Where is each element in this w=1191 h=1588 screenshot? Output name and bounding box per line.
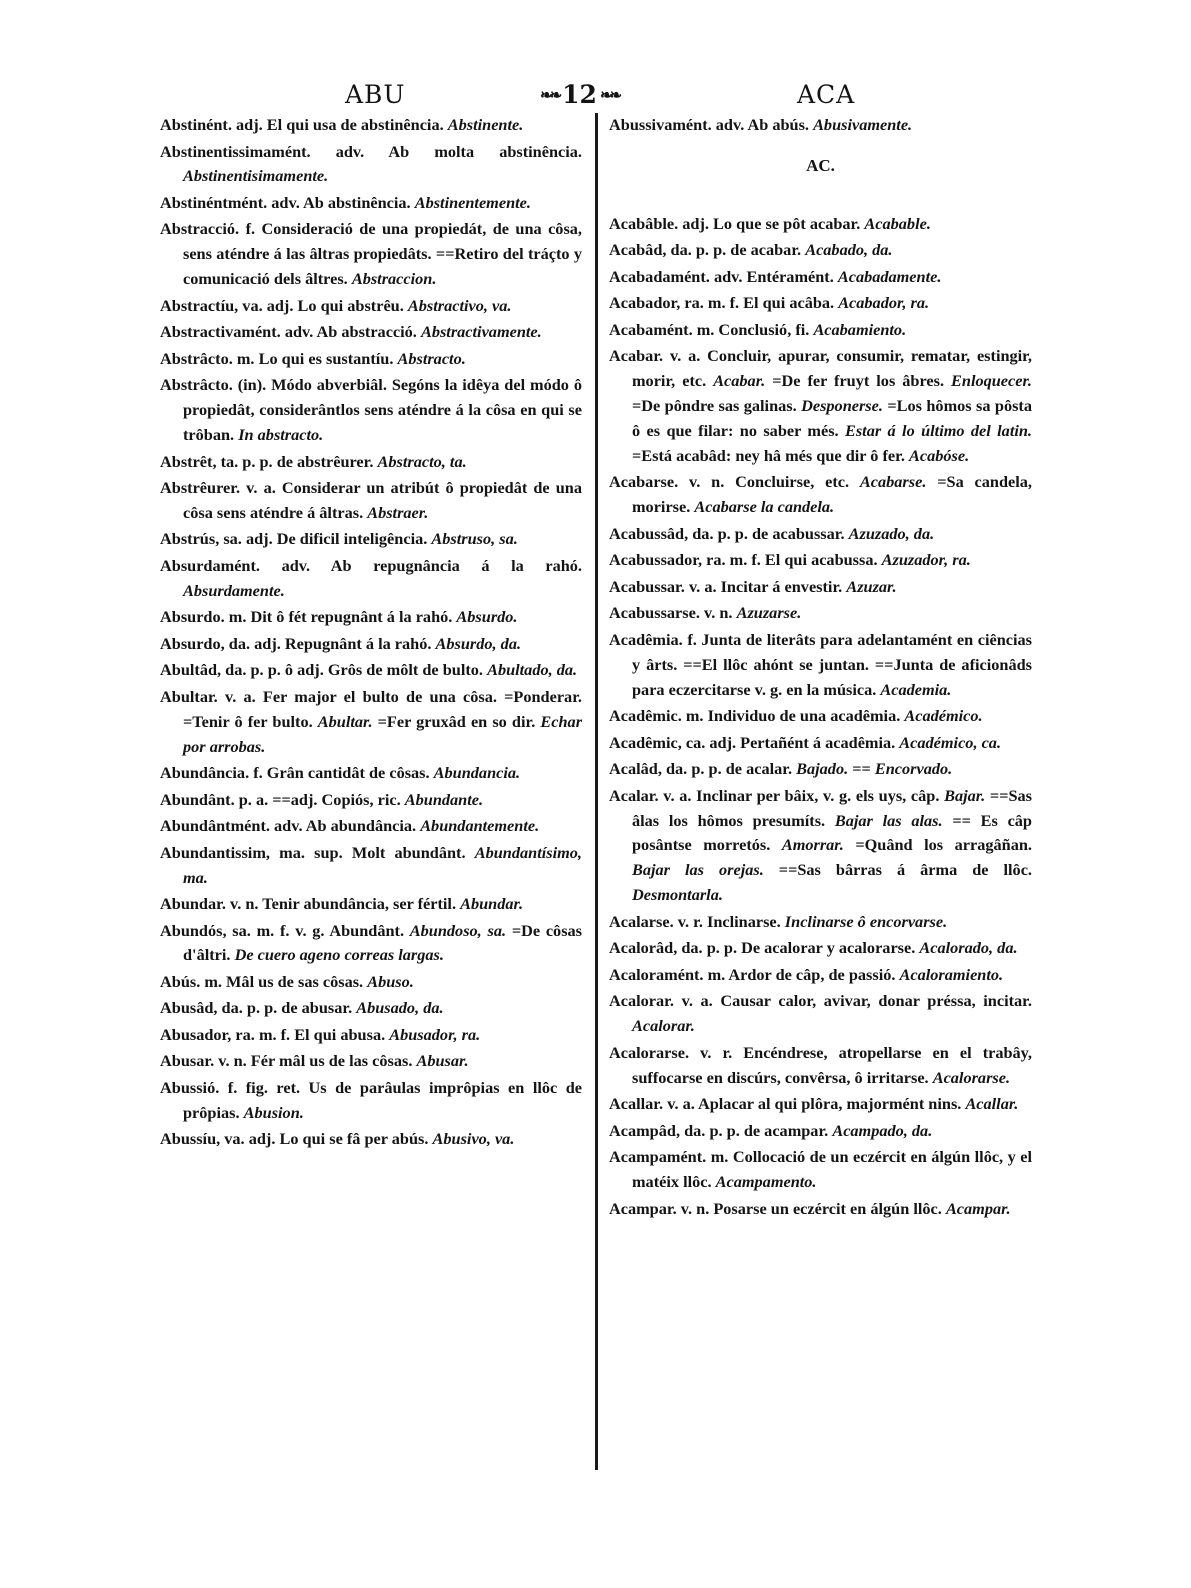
entry-lemma: Abundar. bbox=[160, 894, 226, 914]
dictionary-entry bbox=[609, 1119, 1032, 1144]
entry-lemma: Abstractíu, va. bbox=[160, 295, 263, 315]
dictionary-entry bbox=[160, 892, 582, 917]
dictionary-entry bbox=[160, 140, 582, 190]
dictionary-entry bbox=[160, 191, 582, 216]
entry-definition: adv. Ab abstracció. bbox=[284, 322, 417, 342]
right-column bbox=[609, 113, 1032, 1223]
entry-definition: v. r. Inclinarse. bbox=[677, 911, 781, 931]
entry-definition: p. p. de acabar. bbox=[695, 240, 802, 260]
dictionary-entry bbox=[609, 265, 1032, 290]
entry-extra-equivalent: Acabóse. bbox=[909, 445, 970, 465]
entry-lemma: Acabâd, da. bbox=[609, 240, 692, 260]
entry-castilian-equivalent: Abundoso, sa. bbox=[409, 920, 507, 940]
entry-castilian-equivalent: Inclinarse ô encorvarse. bbox=[784, 911, 948, 931]
entry-lemma: Abusador, ra. bbox=[160, 1024, 255, 1044]
entry-extra-definition: =Quând los arragâñan. bbox=[855, 835, 1032, 855]
entry-lemma: Abundância. bbox=[160, 763, 250, 783]
entry-definition: p. p. ô adj. Grôs de môlt de bulto. bbox=[250, 660, 483, 680]
dictionary-entry bbox=[160, 554, 582, 604]
entry-extra-equivalent: Bajar las alas. bbox=[834, 810, 943, 830]
entry-definition: m. Conclusió, fi. bbox=[696, 319, 810, 339]
running-head-left: ABU bbox=[345, 80, 406, 109]
dictionary-entry bbox=[609, 628, 1032, 703]
dictionary-entry bbox=[160, 476, 582, 526]
entry-definition: p. p. De acalorar y acalorarse. bbox=[706, 938, 916, 958]
entry-castilian-equivalent: Azuzar. bbox=[846, 576, 897, 596]
entry-definition: adv. Ab repugnância á la rahó. bbox=[281, 555, 582, 575]
entry-lemma: Abussíu, va. bbox=[160, 1129, 245, 1149]
entry-definition: adj. De dificil inteligência. bbox=[245, 529, 428, 549]
entry-lemma: Abstinentissimamént. bbox=[160, 141, 311, 161]
dictionary-entry bbox=[609, 601, 1032, 626]
dictionary-entry bbox=[609, 989, 1032, 1039]
entry-castilian-equivalent: Abultar. bbox=[317, 711, 373, 731]
entry-lemma: Acadêmia. bbox=[609, 629, 683, 649]
entry-definition: adj. El qui usa de abstinência. bbox=[236, 115, 444, 134]
entry-definition: v. a. Causar calor, avivar, donar préssa, incitar. bbox=[681, 991, 1032, 1011]
dictionary-entry bbox=[160, 605, 582, 630]
dictionary-entry bbox=[160, 970, 582, 995]
entry-extra-equivalent: Estar á lo último del latin. bbox=[844, 421, 1032, 441]
dictionary-entry bbox=[160, 685, 582, 760]
entry-definition: adv. Ab abstinência. bbox=[271, 192, 411, 212]
dictionary-entry bbox=[160, 1049, 582, 1074]
entry-castilian-equivalent: Abstraer. bbox=[367, 502, 429, 522]
entry-definition: adv. Ab abundância. bbox=[274, 816, 417, 836]
entry-definition: p. p. de abstrêurer. bbox=[242, 451, 374, 471]
entry-lemma: Abultâd, da. bbox=[160, 660, 247, 680]
right-column-top-entries bbox=[609, 113, 1032, 138]
entry-lemma: Abundântmént. bbox=[160, 816, 270, 836]
entry-definition: m. Individuo de una acadêmia. bbox=[685, 706, 901, 726]
dictionary-entry bbox=[609, 936, 1032, 961]
entry-extra-definition: =De fer fruyt los âbres. bbox=[772, 371, 945, 391]
entry-extra-definition: =Los hômos sa pôsta ô es que filar: no saber més. bbox=[632, 396, 1032, 441]
entry-lemma: Abstinént. bbox=[160, 115, 232, 134]
entry-definition: v. a. Inclinar per bâix, v. g. els uys, câp. bbox=[663, 785, 940, 805]
entry-lemma: Acampâd, da. bbox=[609, 1120, 706, 1140]
entry-extra-definition: =Sa candela, morirse. bbox=[632, 472, 1032, 517]
entry-definition: Módo abverbiâl. Segóns la idêya del módo ô propiedât, considerântlos sens aténdre á la côsa en qui se trôban. bbox=[183, 375, 582, 445]
entry-lemma: Abstrêurer. bbox=[160, 478, 241, 498]
entry-definition: m. f. El qui acabussa. bbox=[729, 550, 878, 570]
entry-definition: adv. Ab abús. bbox=[715, 115, 809, 134]
dictionary-entry bbox=[160, 320, 582, 345]
entry-definition: v. n. Posarse un eczércit en álgún llôc. bbox=[680, 1198, 942, 1218]
dictionary-entry bbox=[609, 113, 1032, 138]
entry-castilian-equivalent: Abstractivo, va. bbox=[407, 295, 512, 315]
entry-lemma: Acadêmic. bbox=[609, 706, 682, 726]
entry-lemma: Absurdamént. bbox=[160, 555, 260, 575]
entry-lemma: Acalorar. bbox=[609, 991, 674, 1011]
dictionary-entry bbox=[160, 217, 582, 292]
entry-castilian-equivalent: Abusion. bbox=[243, 1102, 304, 1122]
entry-definition: v. n. Fér mâl us de las côsas. bbox=[218, 1051, 413, 1071]
entry-definition: p. a. ==adj. Copiós, ric. bbox=[238, 789, 401, 809]
entry-definition: f. Consideració de una propiedát, de una côsa, sens aténdre á las âltras propiedâts. ==Retiro del tráçto y comunicació dels âltres. bbox=[183, 219, 582, 289]
entry-lemma: Abstracció. bbox=[160, 219, 240, 239]
dictionary-entry bbox=[609, 344, 1032, 469]
entry-definition: adj. Pertañént á acadêmia. bbox=[709, 732, 896, 752]
dictionary-entry bbox=[609, 548, 1032, 573]
entry-definition: m. Mâl us de sas côsas. bbox=[204, 971, 364, 991]
entry-definition: v. n. Tenir abundância, ser fértil. bbox=[230, 894, 457, 914]
dictionary-entry bbox=[160, 996, 582, 1021]
entry-extra-definition: =Fer gruxâd en so dir. bbox=[377, 711, 536, 731]
entry-extra-equivalent: Bajar las orejas. bbox=[632, 860, 764, 880]
dictionary-entry bbox=[160, 113, 582, 138]
dictionary-entry bbox=[160, 450, 582, 475]
dictionary-entry bbox=[609, 910, 1032, 935]
entry-castilian-equivalent: Academia. bbox=[880, 679, 952, 699]
entry-castilian-equivalent: Abstinentisimamente. bbox=[183, 166, 329, 186]
dictionary-entry bbox=[609, 731, 1032, 756]
entry-extra-definition: == Es câp posântse morretós. bbox=[632, 810, 1032, 855]
dictionary-entry bbox=[609, 470, 1032, 520]
entry-extra-equivalent: Echar por arrobas. bbox=[183, 711, 583, 756]
entry-lemma: Abstrús, sa. bbox=[160, 529, 242, 549]
dictionary-entry bbox=[160, 658, 582, 683]
entry-extra-equivalent: Desponerse. bbox=[801, 396, 883, 416]
entry-lemma: Acabâble. bbox=[609, 213, 679, 233]
entry-castilian-equivalent: Abultado, da. bbox=[487, 660, 578, 680]
entry-definition: m. Lo qui es sustantíu. bbox=[236, 348, 394, 368]
entry-castilian-equivalent: Acabador, ra. bbox=[838, 293, 930, 313]
entry-castilian-equivalent: In abstracto. bbox=[238, 425, 324, 445]
entry-definition: v. n. bbox=[704, 603, 733, 623]
entry-definition: m. f. El qui abusa. bbox=[258, 1024, 386, 1044]
entry-lemma: Abussió. bbox=[160, 1077, 220, 1097]
entry-castilian-equivalent: Acallar. bbox=[965, 1094, 1019, 1114]
entry-castilian-equivalent: Abundancia. bbox=[433, 763, 521, 783]
dictionary-entry bbox=[609, 1197, 1032, 1222]
entry-extra-definition: ==Sas âlas los hômos presumíts. bbox=[632, 785, 1033, 830]
entry-lemma: Acabamént. bbox=[609, 319, 693, 339]
dictionary-entry bbox=[160, 294, 582, 319]
entry-definition: f. fig. ret. Us de parâulas imprôpias en llôc de prôpias. bbox=[183, 1077, 582, 1122]
entry-lemma: Abstrâcto. bbox=[160, 348, 233, 368]
entry-definition: p. p. de acabussar. bbox=[717, 523, 845, 543]
entry-castilian-equivalent: Acabadamente. bbox=[837, 266, 942, 286]
entry-lemma: Absurdo. bbox=[160, 607, 225, 627]
entry-lemma: Absurdo, da. bbox=[160, 633, 251, 653]
entry-lemma: Abstrâcto. (in). bbox=[160, 375, 267, 395]
entry-lemma: Acallar. bbox=[609, 1094, 664, 1114]
entry-castilian-equivalent: Abuso. bbox=[367, 971, 414, 991]
entry-definition: v. r. Encéndrese, atropellarse en el trabây, suffocarse en discúrs, convêrsa, ô irritarse. bbox=[632, 1042, 1032, 1087]
entry-definition: v. a. Incitar á envestir. bbox=[688, 576, 843, 596]
entry-lemma: Abussivamént. bbox=[609, 115, 712, 134]
dictionary-entry bbox=[160, 814, 582, 839]
section-heading: AC. bbox=[806, 155, 835, 175]
entry-lemma: Abstractivamént. bbox=[160, 322, 281, 342]
entry-lemma: Acalar. bbox=[609, 785, 659, 805]
entry-extra-equivalent: Enloquecer. bbox=[951, 371, 1032, 391]
left-column bbox=[160, 113, 582, 1154]
column-divider bbox=[595, 113, 598, 1470]
entry-definition: m. Collocació de un eczércit en álgún llôc, y el matéix llôc. bbox=[632, 1147, 1032, 1191]
entry-extra-equivalent: Acabarse la candela. bbox=[694, 497, 835, 517]
entry-definition: adv. Entéramént. bbox=[713, 266, 834, 286]
entry-extra-definition: =De côsas d'âltri. bbox=[183, 920, 583, 965]
running-head-right: ACA bbox=[797, 80, 856, 109]
entry-castilian-equivalent: Abstraccion. bbox=[351, 269, 437, 289]
entry-castilian-equivalent: Abundante. bbox=[404, 789, 484, 809]
dictionary-entry bbox=[160, 919, 582, 969]
entry-castilian-equivalent: Abusivamente. bbox=[813, 115, 913, 134]
dictionary-entry bbox=[609, 704, 1032, 729]
entry-lemma: Acabar. bbox=[609, 346, 664, 366]
entry-lemma: Acalarse. bbox=[609, 911, 674, 931]
entry-definition: v. a. Considerar un atribút ô propiedât de una côsa sens aténdre á âltras. bbox=[183, 478, 583, 522]
entry-lemma: Acadêmic, ca. bbox=[609, 732, 706, 752]
entry-definition: m. f. El qui acâba. bbox=[707, 293, 835, 313]
entry-definition: p. p. de abusar. bbox=[246, 998, 353, 1018]
entry-extra-definition: =Está acabâd: ney hâ més que dir ô fer. bbox=[632, 445, 905, 465]
dictionary-entry bbox=[609, 238, 1032, 263]
entry-castilian-equivalent: Abstinentemente. bbox=[414, 192, 531, 212]
entry-castilian-equivalent: Acampamento. bbox=[715, 1172, 817, 1191]
entry-definition: p. p. de acampar. bbox=[709, 1120, 829, 1140]
entry-lemma: Abstrêt, ta. bbox=[160, 451, 239, 471]
entry-extra-equivalent: Amorrar. bbox=[781, 835, 844, 855]
entry-castilian-equivalent: Absurdo, da. bbox=[435, 633, 522, 653]
right-column-entries bbox=[609, 212, 1032, 1222]
entry-castilian-equivalent: Acaloramiento. bbox=[899, 964, 1004, 984]
entry-lemma: Abultar. bbox=[160, 686, 218, 706]
entry-castilian-equivalent: Absurdo. bbox=[456, 607, 518, 627]
entry-castilian-equivalent: Abusado, da. bbox=[356, 998, 444, 1018]
entry-castilian-equivalent: Abundantísimo, ma. bbox=[183, 842, 582, 887]
entry-definition: adj. Repugnânt á la rahó. bbox=[254, 633, 432, 653]
entry-castilian-equivalent: Abstractivamente. bbox=[420, 322, 542, 342]
entry-lemma: Acabador, ra. bbox=[609, 293, 704, 313]
dictionary-entry bbox=[160, 761, 582, 786]
entry-castilian-equivalent: Académico, ca. bbox=[899, 732, 1002, 752]
entry-lemma: Abstinéntmént. bbox=[160, 192, 268, 212]
dictionary-entry bbox=[160, 1076, 582, 1126]
entry-extra-equivalent: Encorvado. bbox=[874, 759, 953, 779]
dictionary-entry bbox=[160, 527, 582, 552]
dictionary-entry bbox=[609, 575, 1032, 600]
entry-castilian-equivalent: Acalorarse. bbox=[932, 1067, 1011, 1087]
entry-lemma: Acabarse. bbox=[609, 472, 679, 492]
entry-castilian-equivalent: Acabamiento. bbox=[813, 319, 907, 339]
entry-castilian-equivalent: Acabarse. bbox=[859, 472, 927, 492]
entry-castilian-equivalent: Bajado. bbox=[796, 759, 849, 779]
entry-castilian-equivalent: Acabar. bbox=[713, 371, 766, 391]
entry-extra-definition: == bbox=[852, 759, 871, 779]
entry-lemma: Acabussarse. bbox=[609, 603, 700, 623]
entry-lemma: Acabussador, ra. bbox=[609, 550, 726, 570]
page-number: 12 bbox=[562, 80, 597, 109]
entry-castilian-equivalent: Acampar. bbox=[945, 1198, 1011, 1218]
entry-definition: p. p. de acalar. bbox=[691, 759, 793, 779]
dictionary-entry bbox=[609, 963, 1032, 988]
entry-lemma: Abundós, sa. bbox=[160, 920, 251, 940]
dictionary-entry bbox=[160, 373, 582, 448]
entry-extra-equivalent: De cuero ageno correas largas. bbox=[234, 945, 444, 965]
entry-lemma: Acabadamént. bbox=[609, 266, 710, 286]
dictionary-entry bbox=[609, 291, 1032, 316]
entry-definition: m. Dit ô fét repugnânt á la rahó. bbox=[228, 607, 453, 627]
entry-lemma: Acalorâd, da. bbox=[609, 938, 703, 958]
dictionary-entry bbox=[609, 212, 1032, 237]
entry-castilian-equivalent: Abundantemente. bbox=[420, 816, 540, 836]
entry-extra-definition: ==Sas bârras á ârma de llôc. bbox=[778, 860, 1032, 880]
entry-castilian-equivalent: Acabable. bbox=[864, 213, 931, 233]
dictionary-entry bbox=[609, 318, 1032, 343]
entry-definition: f. Junta de literâts para adelantamént en ciências y ârts. ==El llôc ahónt se juntan. ==Junta de aficionâds para eczercitarse v. g. en la música. bbox=[632, 629, 1032, 699]
entry-castilian-equivalent: Acampado, da. bbox=[832, 1120, 933, 1140]
dictionary-entry bbox=[160, 632, 582, 657]
entry-castilian-equivalent: Académico. bbox=[904, 706, 983, 726]
entry-extra-definition: =De pôndre sas galinas. bbox=[632, 396, 797, 416]
entry-lemma: Abundantissim, ma. bbox=[160, 842, 305, 862]
dictionary-entry bbox=[609, 757, 1032, 782]
dictionary-entry bbox=[160, 1023, 582, 1048]
entry-castilian-equivalent: Abstracto, ta. bbox=[377, 451, 467, 471]
dictionary-entry bbox=[609, 784, 1032, 909]
entry-definition: m. Ardor de câp, de passió. bbox=[707, 964, 896, 984]
entry-castilian-equivalent: Abundar. bbox=[460, 894, 524, 914]
entry-castilian-equivalent: Absurdamente. bbox=[183, 580, 285, 600]
dictionary-entry bbox=[160, 841, 582, 891]
entry-castilian-equivalent: Azuzado, da. bbox=[848, 523, 935, 543]
entry-definition: v. n. Concluirse, etc. bbox=[689, 472, 850, 492]
entry-castilian-equivalent: Abstracto. bbox=[397, 348, 466, 368]
entry-extra-equivalent: Desmontarla. bbox=[632, 885, 723, 905]
entry-lemma: Acampar. bbox=[609, 1198, 677, 1218]
entry-castilian-equivalent: Azuzador, ra. bbox=[881, 550, 971, 570]
entry-castilian-equivalent: Abusador, ra. bbox=[389, 1024, 481, 1044]
entry-castilian-equivalent: Abstinente. bbox=[447, 115, 524, 134]
entry-castilian-equivalent: Bajar. bbox=[944, 785, 986, 805]
entry-castilian-equivalent: Azuzarse. bbox=[736, 603, 802, 623]
entry-definition: adj. Lo qui se fâ per abús. bbox=[248, 1129, 429, 1149]
dictionary-entry bbox=[160, 1127, 582, 1152]
entry-lemma: Acabussar. bbox=[609, 576, 685, 596]
entry-lemma: Acalorarse. bbox=[609, 1042, 690, 1062]
entry-definition: f. Grân cantidât de côsas. bbox=[253, 763, 430, 783]
entry-lemma: Acalâd, da. bbox=[609, 759, 688, 779]
entry-lemma: Acabussâd, da. bbox=[609, 523, 714, 543]
entry-definition: adv. Ab molta abstinência. bbox=[335, 141, 582, 161]
entry-castilian-equivalent: Abstruso, sa. bbox=[431, 529, 518, 549]
entry-definition: v. a. Concluir, apurar, consumir, rematar, estingir, morir, etc. bbox=[632, 346, 1032, 391]
entry-castilian-equivalent: Abusivo, va. bbox=[432, 1129, 515, 1149]
entry-definition: adj. Lo que se pôt acabar. bbox=[682, 213, 861, 233]
entry-castilian-equivalent: Abusar. bbox=[416, 1051, 469, 1071]
entry-definition: v. a. Aplacar al qui plôra, majormént nins. bbox=[667, 1094, 962, 1114]
entry-definition: sup. Molt abundânt. bbox=[314, 842, 466, 862]
entry-lemma: Abusar. bbox=[160, 1051, 215, 1071]
entry-lemma: Abús. bbox=[160, 971, 201, 991]
dictionary-entry bbox=[160, 347, 582, 372]
entry-lemma: Abusâd, da. bbox=[160, 998, 243, 1018]
entry-definition: m. f. v. g. Abundânt. bbox=[256, 920, 405, 940]
entry-lemma: Acampamént. bbox=[609, 1147, 707, 1167]
dictionary-entry bbox=[609, 1145, 1032, 1195]
dictionary-entry bbox=[160, 788, 582, 813]
ornament-left-icon: ❧❧ bbox=[540, 86, 560, 104]
entry-definition: adj. Lo qui abstrêu. bbox=[266, 295, 404, 315]
entry-castilian-equivalent: Acalorar. bbox=[632, 1016, 695, 1036]
dictionary-entry bbox=[609, 1092, 1032, 1117]
dictionary-entry bbox=[609, 1041, 1032, 1091]
dictionary-entry bbox=[609, 522, 1032, 547]
page-number-block bbox=[540, 80, 619, 109]
ornament-right-icon: ❧❧ bbox=[599, 86, 620, 104]
entry-lemma: Acaloramént. bbox=[609, 964, 704, 984]
entry-lemma: Abundânt. bbox=[160, 789, 235, 809]
entry-definition: v. a. Fer major el bulto de una côsa. =Ponderar. =Tenir ô fer bulto. bbox=[183, 686, 582, 731]
entry-castilian-equivalent: Acabado, da. bbox=[805, 240, 893, 260]
entry-castilian-equivalent: Acalorado, da. bbox=[919, 938, 1018, 958]
